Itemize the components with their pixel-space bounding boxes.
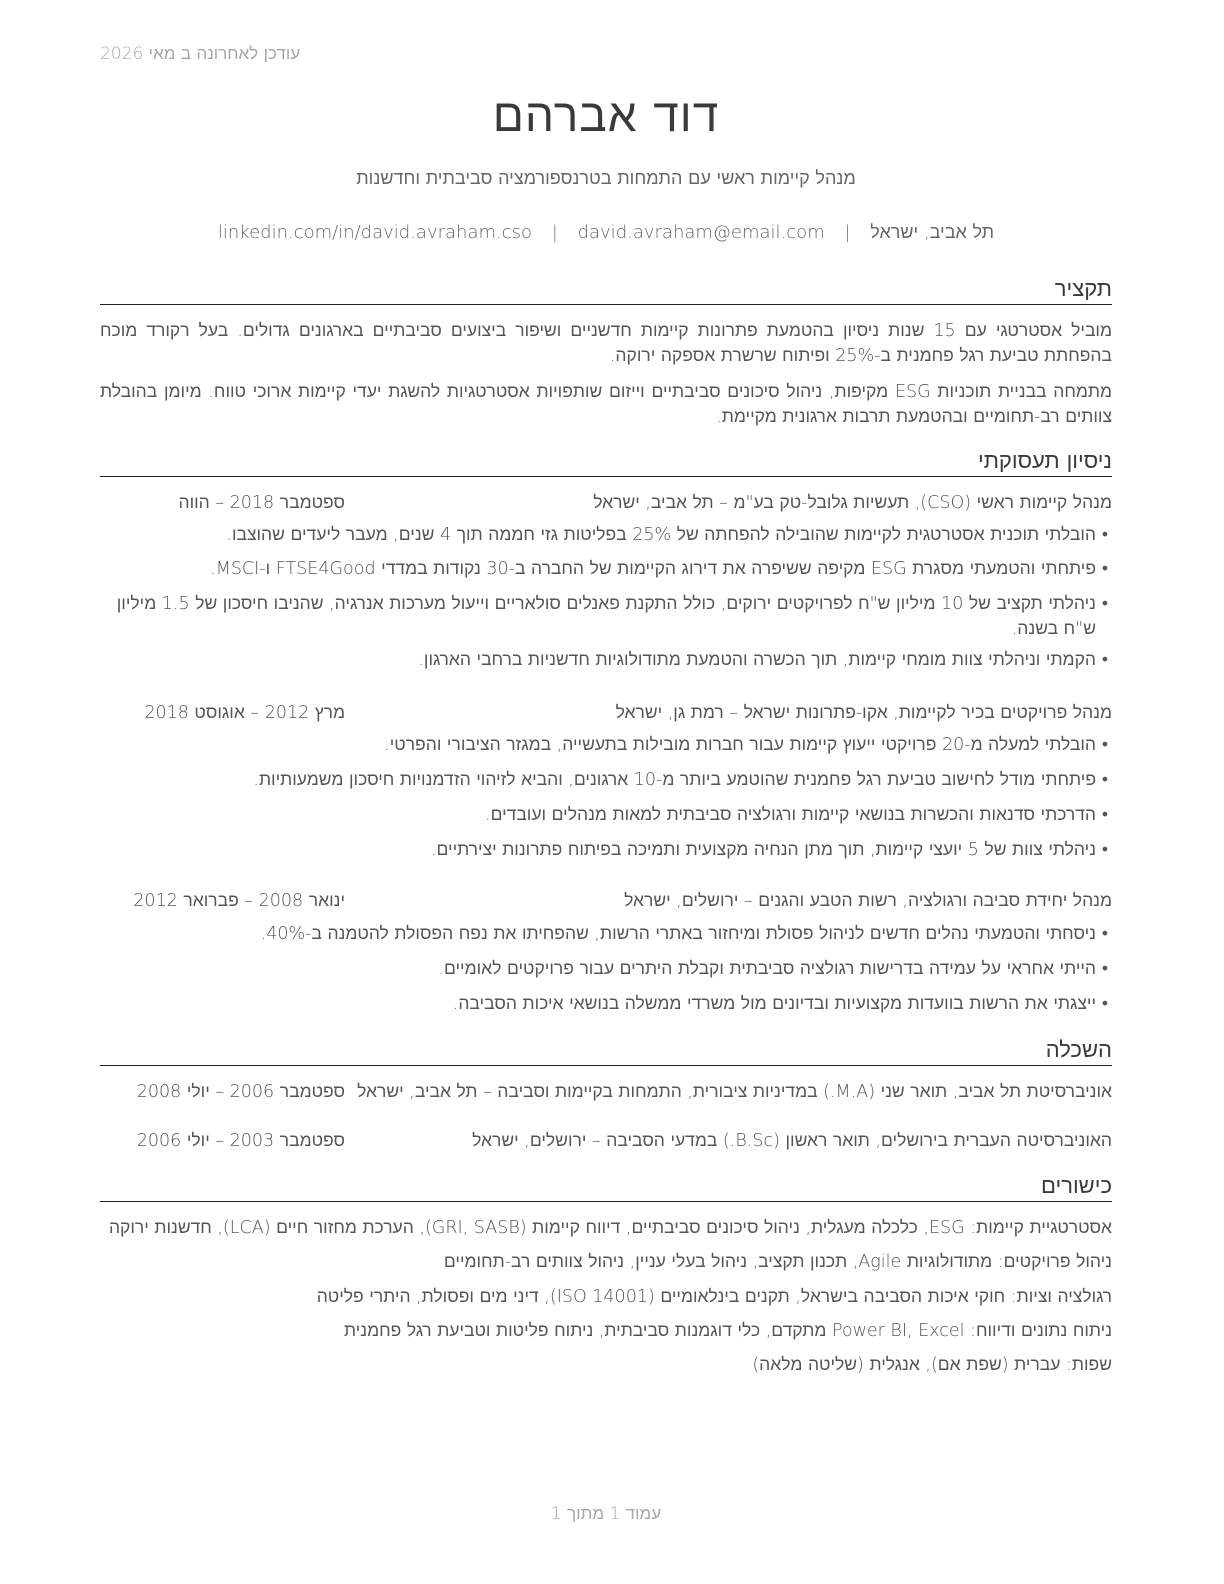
job-header: [100, 492, 1112, 518]
summary-paragraph-1: מוביל אסטרטגי עם 15 שנות ניסיון בהטמעת פתרונות קיימות חדשניים ושיפור ביצועים סביבתיים בארגונים גדולים. בעל רקורד מוכח בהפחתת טביעת רגל פחמנית ב-25% ופיתוח שרשרת אספקה ירוקה.: [100, 321, 1112, 366]
bullet-dot-icon: •: [1101, 840, 1109, 860]
job-title: מנהל פרויקטים בכיר לקיימות, אקו-פתרונות ישראל – רמת גן, ישראל: [615, 703, 1112, 723]
section-title-experience: ניסיון תעסוקתי: [100, 448, 1112, 477]
job-bullet: • הובלתי למעלה מ-20 פרויקטי ייעוץ קיימות עבור חברות מובילות בתעשייה, במגזר הציבורי והפרטי.: [100, 733, 1112, 758]
bullet-dot-icon: •: [1101, 924, 1109, 944]
summary-paragraph-2: מתמחה בבניית תוכניות ESG מקיפות, ניהול סיכונים סביבתיים וייזום שותפויות אסטרטגיות להשגת יעדי קיימות ארוכי טווח. מיומן בהובלת צוותים רב-תחומיים ובהטמעת תרבות ארגונית מקיימת.: [100, 382, 1112, 427]
contact-separator: |: [551, 222, 558, 243]
contact-location: תל אביב, ישראל: [870, 222, 995, 243]
job-title: מנהל קיימות ראשי (CSO), תעשיות גלובל-טק בע"מ – תל אביב, ישראל: [593, 493, 1112, 513]
section-title-summary: תקציר: [100, 276, 1112, 305]
resume-page: [100, 0, 1112, 1584]
bullet-dot-icon: •: [1101, 959, 1109, 979]
job-bullet: • פיתחתי והטמעתי מסגרת ESG מקיפה ששיפרה את דירוג הקיימות של החברה ב-30 נקודות במדדי FTSE4Good ו-MSCI.: [100, 557, 1112, 582]
bullet-dot-icon: •: [1101, 770, 1109, 790]
education-item: [100, 1130, 1112, 1156]
job-title: מנהל יחידת סביבה ורגולציה, רשות הטבע והגנים – ירושלים, ישראל: [624, 891, 1112, 911]
education-dates: ספטמבר 2006 – יולי 2008: [136, 1082, 345, 1102]
skill-line: אסטרטגיית קיימות: ESG, כלכלה מעגלית, ניהול סיכונים סביבתיים, דיווח קיימות (GRI, SASB), הערכת מחזור חיים (LCA), חדשנות ירוקה: [108, 1218, 1112, 1238]
job-bullet: • פיתחתי מודל לחישוב טביעת רגל פחמנית שהוטמע ביותר מ-10 ארגונים, והביא לזיהוי הזדמנויות חיסכון משמעותיות.: [100, 768, 1112, 793]
job-header: [100, 702, 1112, 728]
contact-line: [100, 222, 1112, 243]
job-bullet: • הקמתי וניהלתי צוות מומחי קיימות, תוך הכשרה והטמעת מתודולוגיות חדשניות ברחבי הארגון.: [100, 648, 1112, 673]
candidate-name: דוד אברהם: [492, 88, 720, 142]
contact-linkedin[interactable]: linkedin.com/in/david.avraham.cso: [217, 222, 533, 243]
education-dates: ספטמבר 2003 – יולי 2006: [136, 1131, 345, 1151]
page-number: עמוד 1 מתוך 1: [550, 1504, 662, 1524]
bullet-dot-icon: •: [1101, 525, 1109, 545]
job-dates: ספטמבר 2018 – הווה: [178, 493, 345, 513]
job-bullet: • ייצגתי את הרשות בוועדות מקצועיות ובדיונים מול משרדי ממשלה בנושאי איכות הסביבה.: [100, 992, 1112, 1017]
education-item: [100, 1081, 1112, 1107]
last-updated-note: עודכן לאחרונה ב מאי 2026: [100, 44, 301, 64]
job-bullet: • הדרכתי סדנאות והכשרות בנושאי קיימות ורגולציה סביבתית למאות מנהלים ועובדים.: [100, 803, 1112, 828]
contact-separator: |: [844, 222, 851, 243]
bullet-dot-icon: •: [1101, 994, 1109, 1014]
skill-line: ניהול פרויקטים: מתודולוגיות Agile, תכנון תקציב, ניהול בעלי עניין, ניהול צוותים רב-תחומיים: [443, 1252, 1112, 1272]
job-bullet: • ניסחתי והטמעתי נהלים חדשים לניהול פסולת ומיחזור באתרי הרשות, שהפחיתו את נפח הפסולת להטמנה ב-40%.: [100, 922, 1112, 947]
bullet-dot-icon: •: [1101, 559, 1109, 579]
skill-line: ניתוח נתונים ודיווח: Power BI, Excel מתקדם, כלי דוגמנות סביבתית, ניתוח פליטות וטביעת רגל פחמנית: [343, 1321, 1112, 1341]
job-bullet: • הובלתי תוכנית אסטרטגית לקיימות שהובילה להפחתה של 25% בפליטות גזי חממה תוך 4 שנים, מעבר ליעדים שהוצבו.: [100, 523, 1112, 548]
bullet-dot-icon: •: [1101, 805, 1109, 825]
education-title: אוניברסיטת תל אביב, תואר שני (M.A.) במדיניות ציבורית, התמחות בקיימות וסביבה – תל אביב, ישראל: [357, 1082, 1112, 1102]
candidate-headline: מנהל קיימות ראשי עם התמחות בטרנספורמציה סביבתית וחדשנות: [356, 168, 856, 189]
section-title-education: השכלה: [100, 1037, 1112, 1066]
bullet-dot-icon: •: [1101, 735, 1109, 755]
skill-line: רגולציה וציות: חוקי איכות הסביבה בישראל, תקנים בינלאומיים (ISO 14001), דיני מים ופסולת, היתרי פליטה: [316, 1287, 1112, 1307]
bullet-dot-icon: •: [1101, 650, 1109, 670]
skill-line: שפות: עברית (שפת אם), אנגלית (שליטה מלאה): [752, 1355, 1112, 1375]
job-bullet: • ניהלתי תקציב של 10 מיליון ש"ח לפרויקטים ירוקים, כולל התקנת פאנלים סולאריים וייעול מערכות אנרגיה, שהניבו חיסכון של 1.5 מיליון ש"ח בשנה.: [100, 592, 1112, 642]
job-dates: ינואר 2008 – פברואר 2012: [133, 891, 345, 911]
job-dates: מרץ 2012 – אוגוסט 2018: [144, 703, 345, 723]
job-header: [100, 890, 1112, 916]
job-bullet: • הייתי אחראי על עמידה בדרישות רגולציה סביבתית וקבלת היתרים עבור פרויקטים לאומיים.: [100, 957, 1112, 982]
education-title: האוניברסיטה העברית בירושלים, תואר ראשון (B.Sc.) במדעי הסביבה – ירושלים, ישראל: [472, 1131, 1112, 1151]
contact-email[interactable]: david.avraham@email.com: [577, 222, 825, 243]
section-title-skills: כישורים: [100, 1173, 1112, 1202]
job-bullet: • ניהלתי צוות של 5 יועצי קיימות, תוך מתן הנחיה מקצועית ותמיכה בפיתוח פתרונות יצירתיים.: [100, 838, 1112, 863]
bullet-dot-icon: •: [1101, 594, 1109, 614]
